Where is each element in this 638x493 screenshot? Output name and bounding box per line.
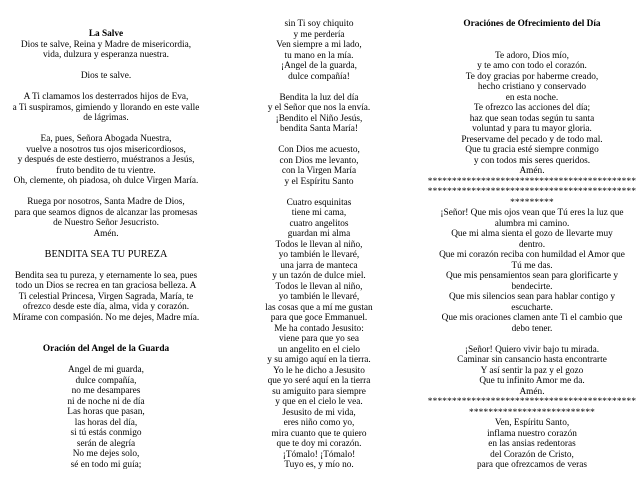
text-line: su amiguito para siempre — [272, 386, 366, 397]
text-line: Todos le llevan al niño, — [275, 281, 363, 292]
text-line: debo tener. — [511, 323, 553, 334]
text-line: yo también le llevaré, — [278, 250, 360, 260]
text-line: para que ofrezcamos de veras — [477, 460, 587, 470]
text-line: Que mis oraciones clamen ante Ti el cambio que — [441, 313, 623, 323]
text-line: Ruega por nosotros, Santa Madre de Dios, — [27, 197, 185, 207]
separator-line: ******************************************* — [427, 397, 637, 407]
text-line — [0, 187, 212, 198]
text-line: las cosas que a mí me gustan — [265, 302, 373, 313]
text-line — [426, 40, 638, 51]
text-line: alumbra mi camino. — [494, 218, 570, 229]
text-line: Y así sentir la paz y el gozo — [480, 365, 584, 376]
text-line: ¡Bendito el Niño Jesús, — [275, 113, 363, 124]
text-line: para que seamos dignos de alcanzar las promesas — [14, 207, 198, 218]
text-line: Bendita sea tu pureza, y eternamente lo sea, pues — [14, 270, 198, 281]
text-line: Con Dios me acuesto, — [278, 145, 360, 155]
text-line — [0, 82, 212, 93]
text-line: Tú me das. — [511, 260, 553, 271]
text-line: en las ansias redentoras — [488, 439, 576, 449]
text-line: Yo le he dicho a Jesusito — [273, 365, 365, 376]
text-line: Ven, Espíritu Santo, — [494, 418, 570, 428]
text-line: dentro. — [518, 239, 546, 250]
text-line: cuatro angelitos — [289, 218, 349, 229]
text-line: Caminar sin cansancio hasta encontrarte — [457, 355, 607, 365]
text-line: bendecirte. — [511, 281, 553, 292]
text-line: sin Ti soy chiquito — [284, 19, 354, 29]
separator-line: ********* — [510, 197, 554, 208]
text-line: Mírame con compasión. No me dejes, Madre mía. — [12, 312, 200, 323]
text-line: vuelve a nosotros tus ojos misericordiosos, — [26, 144, 186, 155]
text-line: con la Virgen María — [281, 166, 357, 176]
text-line: que te doy mi corazón. — [276, 439, 362, 449]
text-line: Te doy gracias por haberme creado, — [465, 71, 599, 82]
text-line: ¡Tómalo! ¡Tómalo! — [282, 449, 356, 460]
text-line — [212, 187, 426, 198]
text-line: serán de alegría — [76, 438, 136, 449]
text-line: inflama nuestro corazón — [487, 428, 577, 439]
separator-line: ************************** — [468, 407, 596, 418]
text-line — [0, 124, 212, 135]
text-line: en esta noche. — [505, 92, 559, 103]
text-line: Ti celestial Princesa, Virgen Sagrada, María, te — [18, 291, 194, 302]
text-line: viene para que yo sea — [278, 334, 360, 344]
text-line — [0, 239, 212, 250]
text-line: con Dios me levanto, — [279, 155, 359, 166]
text-line: Preservame del pecado y de todo mal. — [461, 134, 603, 145]
text-line: A Ti clamamos los desterrados hijos de Eva, — [23, 92, 189, 102]
right-column — [426, 19, 638, 471]
text-line: y te amo con todo el corazón. — [477, 61, 587, 71]
text-line: para que goce Emmanuel. — [270, 313, 368, 323]
text-line: un angelito en el cielo — [277, 344, 361, 355]
text-line: Te adoro, Dios mío, — [495, 50, 569, 61]
text-line: las horas del día, — [74, 417, 138, 428]
text-line: Ea, pues, Señora Abogada Nuestra, — [40, 134, 172, 144]
text-line: fruto bendito de tu vientre. — [56, 165, 156, 176]
text-line: vida, dulzura y esperanza nuestra. — [43, 50, 169, 60]
text-line: Me ha contado Jesusito: — [274, 323, 364, 334]
section-title: BENDITA SEA TU PUREZA — [44, 248, 168, 260]
text-line: y después de este destierro, muéstranos a Jesús, — [17, 155, 195, 165]
text-line: ¡Señor! Que mis ojos vean que Tú eres la luz que — [440, 208, 624, 218]
text-line: Jesusito de mi vida, — [282, 407, 356, 418]
text-line: guardan mi alma — [287, 229, 351, 239]
text-line: y que en el cielo le vea. — [275, 397, 363, 407]
text-line: de lágrimas. — [83, 113, 129, 123]
text-line: Que mi alma sienta el gozo de llevarte muy — [451, 229, 613, 239]
text-line: Amén. — [93, 228, 119, 239]
text-line: haz que sean todas según tu santa — [469, 113, 595, 124]
text-line: No me dejes solo, — [72, 449, 140, 459]
text-line: Dios te salve, Reina y Madre de misericordia, — [20, 39, 192, 50]
text-line: Amén. — [519, 166, 545, 176]
text-line — [0, 334, 212, 345]
section-title: Oración del Angel de la Guarda — [42, 344, 170, 354]
text-line: a Ti suspiramos, gimiendo y llorando en este valle — [12, 102, 200, 113]
text-line: mira cuanto que te quiero — [271, 428, 367, 439]
text-line — [212, 135, 426, 146]
text-line: una jarra de manteca — [280, 260, 358, 271]
text-line — [0, 355, 212, 366]
text-line: hecho cristiano y conservado — [477, 82, 587, 92]
separator-line: ******************************************* — [427, 176, 637, 187]
text-line: Cuatro esquinitas — [286, 197, 352, 208]
text-line: del Corazón de Cristo, — [490, 449, 574, 460]
text-line: Dios te salve. — [80, 71, 132, 81]
text-line: tiene mi cama, — [291, 208, 347, 218]
section-title: Oraciónes de Ofrecimiento del Día — [463, 19, 601, 29]
text-line: todo un Dios se recrea en tan graciosa belleza. A — [15, 281, 197, 291]
text-line: Te ofrezco las acciones del día; — [473, 103, 591, 113]
text-line: dulce compañía, — [75, 375, 137, 386]
text-line: dulce compañía! — [288, 71, 350, 82]
text-line: Todos le llevan al niño, — [275, 239, 363, 250]
text-line: voluntad y para tu mayor gloria. — [472, 124, 592, 134]
text-line: tu mano en la mía. — [284, 50, 354, 61]
text-line — [0, 323, 212, 334]
text-line: de Nuestro Señor Jesucristo. — [53, 218, 159, 228]
left-column — [0, 29, 212, 470]
text-line: Que mi corazón reciba con humildad el Amor que — [439, 250, 625, 260]
text-line: Que tu infinito Amor me da. — [479, 376, 585, 386]
separator-line: ******************************************* — [427, 187, 637, 197]
text-line: Que mis pensamientos sean para glorificarte y — [446, 271, 618, 281]
text-line: y un tazón de dulce miel. — [272, 271, 366, 281]
text-line: sé en todo mi guía; — [70, 459, 142, 470]
text-line: Bendita la luz del día — [279, 92, 359, 103]
text-line: ofrezco desde este día, alma, vida y corazón. — [22, 302, 190, 312]
text-line: eres niño como yo, — [283, 418, 355, 428]
text-line: y con todos mis seres queridos. — [473, 155, 591, 166]
text-line: Tuyo es, y mío no. — [284, 460, 354, 470]
text-line: no me desampares — [71, 386, 141, 396]
text-line: ¡Señor! Quiero vivir bajo tu mirada. — [464, 344, 600, 355]
text-line — [212, 82, 426, 93]
text-line: Las horas que pasan, — [67, 407, 145, 417]
text-line: y me perdería — [293, 29, 345, 40]
text-line: Que mis silencios sean para hablar contigo y — [448, 292, 615, 302]
middle-column — [212, 19, 426, 471]
text-line: yo también le llevaré, — [278, 292, 360, 302]
text-line: bendita Santa María! — [280, 124, 358, 134]
text-line: Amén. — [519, 386, 545, 397]
text-line: ni de noche ni de día — [67, 396, 145, 407]
text-line: si tú estás conmigo — [70, 428, 142, 438]
text-line — [0, 260, 212, 271]
text-line: Angel de mi guarda, — [68, 365, 144, 375]
text-line: escucharte. — [511, 302, 553, 313]
section-title: La Salve — [88, 29, 124, 39]
text-line: y el Espíritu Santo — [284, 176, 354, 187]
text-line: y el Señor que nos la envía. — [267, 103, 371, 113]
text-line: Oh, clemente, oh piadosa, oh dulce Virgen María. — [13, 176, 199, 186]
text-line: Que tu gracia esté siempre conmigo — [465, 145, 599, 155]
text-line — [426, 30, 638, 41]
text-line: Ven siempre a mi lado, — [276, 40, 362, 50]
text-line — [426, 334, 638, 345]
text-line: que yo seré aquí en la tierra — [267, 376, 371, 386]
text-line — [0, 61, 212, 72]
text-line: ¡Angel de la guarda, — [281, 61, 357, 71]
text-line: y su amigo aquí en la tierra. — [267, 355, 371, 365]
